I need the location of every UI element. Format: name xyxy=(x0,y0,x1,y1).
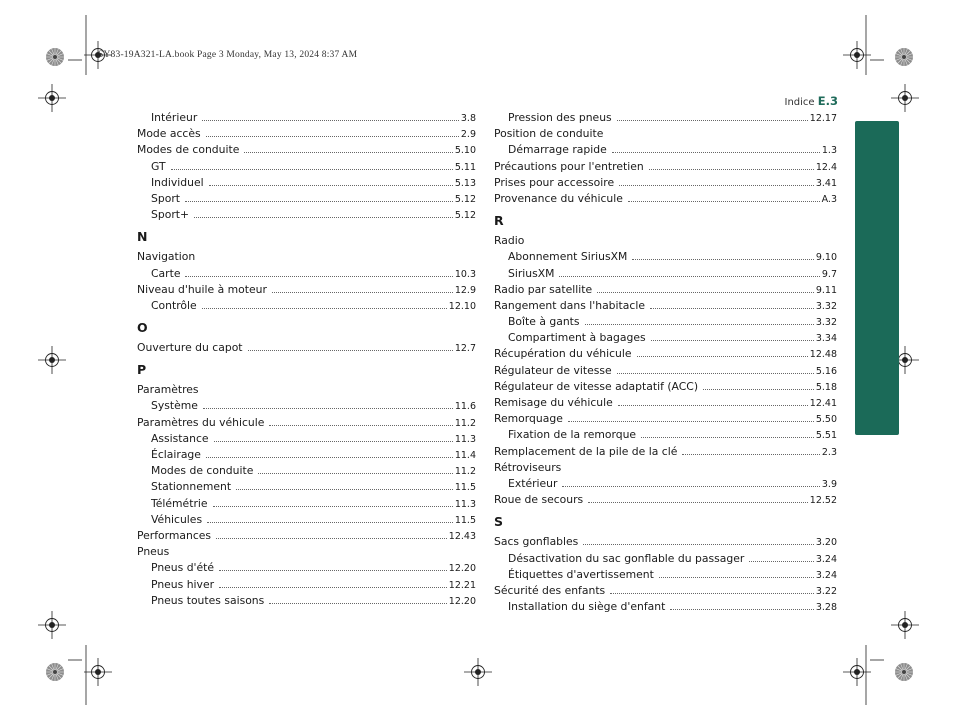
dot-leader xyxy=(202,120,459,121)
entry-text: Stationnement xyxy=(151,480,232,494)
entry-text: Rangement dans l'habitacle xyxy=(494,298,645,312)
dot-leader xyxy=(610,593,814,594)
dot-leader xyxy=(670,609,813,610)
entry-text: Véhicules xyxy=(151,512,203,526)
entry-text: Rétroviseurs xyxy=(494,460,562,474)
index-entry xyxy=(494,444,837,460)
book-file-header: SY83-19A321-LA.book Page 3 Monday, May 13, 2024 8:37 AM xyxy=(98,50,358,60)
target-dot xyxy=(854,669,860,675)
dot-leader xyxy=(617,373,814,374)
page-reference: 5.51 xyxy=(815,430,837,442)
page-reference: 3.41 xyxy=(815,177,837,189)
dot-leader xyxy=(258,473,452,474)
page-reference: A.3 xyxy=(821,193,837,205)
entry-text: Sport xyxy=(151,191,180,205)
entry-text: Remisage du véhicule xyxy=(494,396,613,409)
dot-leader xyxy=(649,169,814,170)
target-dot xyxy=(854,52,860,58)
index-subentry xyxy=(494,567,837,583)
index-entry xyxy=(494,346,837,362)
page-label-text: Indice xyxy=(784,97,818,108)
page-reference: 5.10 xyxy=(454,145,476,157)
dot-leader xyxy=(207,522,453,523)
page-reference: 5.12 xyxy=(454,210,476,222)
page-reference: 3.8 xyxy=(460,113,476,124)
index-subentry xyxy=(494,427,837,443)
index-subentry xyxy=(137,447,476,463)
entry-text: Performances xyxy=(137,528,212,542)
entry-text: Contrôle xyxy=(151,298,197,312)
index-entry xyxy=(494,298,837,314)
page-reference: 11.3 xyxy=(454,433,476,445)
entry-text: Extérieur xyxy=(508,476,558,490)
index-subentry xyxy=(494,110,837,126)
entry-text: Paramètres du véhicule xyxy=(137,415,265,429)
index-subentry xyxy=(137,191,476,207)
index-subentry xyxy=(137,577,476,593)
dot-leader xyxy=(216,538,447,539)
dot-leader xyxy=(619,185,814,186)
page-reference: 12.7 xyxy=(454,343,476,355)
index-entry xyxy=(494,583,837,599)
dot-leader xyxy=(185,276,452,277)
dot-leader xyxy=(269,603,447,604)
page-reference: 12.20 xyxy=(448,595,476,607)
dot-leader xyxy=(219,570,447,571)
dot-leader xyxy=(171,169,453,170)
dot-leader xyxy=(209,185,453,186)
page-reference: 5.18 xyxy=(815,381,837,393)
index-entry xyxy=(137,415,476,431)
entry-text: Installation du siège d'enfant xyxy=(508,600,666,614)
index-subentry xyxy=(494,266,837,282)
entry-text: Individuel xyxy=(151,175,204,189)
dot-leader xyxy=(632,259,814,260)
entry-text: Navigation xyxy=(137,250,196,264)
page-reference: 12.41 xyxy=(809,398,837,409)
page-reference: 11.6 xyxy=(454,401,476,413)
dot-leader xyxy=(272,292,453,293)
entry-text: Roue de secours xyxy=(494,493,584,507)
index-entry xyxy=(494,460,837,476)
page-reference: 5.50 xyxy=(815,414,837,426)
index-entry xyxy=(137,126,476,142)
index-subentry xyxy=(137,593,476,609)
index-entry xyxy=(494,534,837,550)
page-reference: 5.13 xyxy=(454,177,476,189)
dot-leader xyxy=(597,292,814,293)
dot-leader xyxy=(637,356,808,357)
dot-leader xyxy=(641,437,814,438)
entry-text: Modes de conduite xyxy=(137,143,240,157)
dot-leader xyxy=(185,201,453,202)
entry-text: Niveau d'huile à moteur xyxy=(137,282,267,296)
index-entry xyxy=(137,249,476,265)
entry-text: Provenance du véhicule xyxy=(494,191,623,205)
dot-leader xyxy=(248,350,453,351)
entry-text: Étiquettes d'avertissement xyxy=(508,567,654,581)
page-reference: 11.4 xyxy=(454,450,476,461)
index-entry xyxy=(494,395,837,411)
entry-text: SiriusXM xyxy=(508,266,555,280)
page-reference: 3.9 xyxy=(821,478,837,490)
index-subentry xyxy=(137,496,476,512)
target-dot xyxy=(902,357,908,363)
dot-leader xyxy=(236,489,453,490)
entry-text: Ouverture du capot xyxy=(137,341,243,355)
index-subentry xyxy=(137,560,476,576)
entry-text: Télémétrie xyxy=(151,496,208,510)
index-subentry xyxy=(494,330,837,346)
page-reference: 2.3 xyxy=(821,446,837,458)
page-reference: 12.10 xyxy=(448,300,476,312)
entry-text: Modes de conduite xyxy=(151,464,254,478)
page-reference: 9.10 xyxy=(815,252,837,264)
index-subentry xyxy=(137,479,476,495)
dot-leader xyxy=(244,152,452,153)
dot-leader xyxy=(749,561,814,562)
page-reference: 12.9 xyxy=(454,284,476,296)
index-subentry xyxy=(137,512,476,528)
dot-leader xyxy=(612,152,820,153)
entry-text: Compartiment à bagages xyxy=(508,331,646,345)
page-reference: 9.7 xyxy=(821,268,837,280)
dot-leader xyxy=(628,201,820,202)
target-dot xyxy=(95,669,101,675)
page-reference: 12.21 xyxy=(448,579,476,591)
page-reference: 12.43 xyxy=(448,530,476,542)
dot-leader xyxy=(214,441,453,442)
page-reference: 3.24 xyxy=(815,553,837,565)
page-reference: 10.3 xyxy=(454,268,476,280)
index-section-letter: R xyxy=(494,213,504,229)
dot-leader xyxy=(659,577,814,578)
page-reference: 5.16 xyxy=(815,365,837,377)
index-entry xyxy=(494,159,837,175)
entry-text: Récupération du véhicule xyxy=(494,347,632,361)
entry-text: Fixation de la remorque xyxy=(508,428,637,442)
index-column-left xyxy=(137,110,476,609)
entry-text: Système xyxy=(151,399,198,413)
entry-text: Prises pour accessoire xyxy=(494,175,615,189)
dot-leader xyxy=(588,502,808,503)
dot-leader xyxy=(213,506,453,507)
dot-leader xyxy=(194,217,453,218)
page-reference: 5.11 xyxy=(454,161,476,173)
dot-leader xyxy=(219,587,447,588)
page-reference: 3.28 xyxy=(815,602,837,614)
entry-text: GT xyxy=(151,159,166,173)
page-number: E.3 xyxy=(817,94,838,108)
target-dot xyxy=(902,622,908,628)
target-dot xyxy=(902,95,908,101)
chapter-thumb-tab xyxy=(855,121,899,435)
index-entry xyxy=(494,126,837,142)
page-label xyxy=(785,94,838,108)
page-reference: 9.11 xyxy=(815,284,837,296)
page-reference: 3.32 xyxy=(815,317,837,329)
index-entry xyxy=(494,363,837,379)
page-reference: 11.2 xyxy=(454,466,476,478)
dot-leader xyxy=(206,136,459,137)
dot-leader xyxy=(269,425,452,426)
index-subentry xyxy=(137,110,476,126)
dot-leader xyxy=(568,421,814,422)
page-reference: 3.20 xyxy=(815,537,837,549)
target-dot xyxy=(49,95,55,101)
index-subentry xyxy=(137,398,476,414)
entry-text: Intérieur xyxy=(151,111,198,124)
page-reference: 3.22 xyxy=(815,585,837,597)
index-entry xyxy=(137,544,476,560)
index-entry xyxy=(137,282,476,298)
index-section-letter: P xyxy=(137,362,147,378)
entry-text: Régulateur de vitesse adaptatif (ACC) xyxy=(494,379,699,393)
entry-text: Remorquage xyxy=(494,412,563,426)
index-entry xyxy=(494,411,837,427)
entry-text: Carte xyxy=(151,266,181,280)
entry-text: Pneus toutes saisons xyxy=(151,593,265,607)
index-subentry xyxy=(494,249,837,265)
index-entry xyxy=(494,191,837,207)
entry-text: Pression des pneus xyxy=(508,111,612,124)
entry-text: Pneus d'été xyxy=(151,561,215,575)
index-entry xyxy=(494,175,837,191)
page-reference: 3.24 xyxy=(815,569,837,581)
entry-text: Boîte à gants xyxy=(508,315,580,329)
entry-text: Radio xyxy=(494,234,525,248)
entry-text: Remplacement de la pile de la clé xyxy=(494,444,678,458)
index-subentry xyxy=(137,159,476,175)
index-subentry xyxy=(137,207,476,223)
index-subentry xyxy=(137,298,476,314)
page-reference: 11.5 xyxy=(454,482,476,494)
index-entry xyxy=(137,340,476,356)
entry-text: Sport+ xyxy=(151,208,190,222)
index-subentry xyxy=(494,599,837,615)
index-subentry xyxy=(137,266,476,282)
page-reference: 11.2 xyxy=(454,417,476,429)
page-reference: 3.32 xyxy=(815,300,837,312)
entry-text: Précautions pour l'entretien xyxy=(494,159,644,173)
index-entry xyxy=(494,282,837,298)
index-section-letter: N xyxy=(137,229,148,245)
index-subentry xyxy=(494,551,837,567)
page-reference: 11.5 xyxy=(454,514,476,526)
page-reference: 11.3 xyxy=(454,498,476,510)
entry-text: Pneus xyxy=(137,545,170,559)
dot-leader xyxy=(562,486,819,487)
dot-leader xyxy=(617,120,808,121)
index-entry xyxy=(494,379,837,395)
entry-text: Position de conduite xyxy=(494,127,604,141)
index-subentry xyxy=(137,175,476,191)
page-reference: 5.12 xyxy=(454,193,476,205)
dot-leader xyxy=(650,308,814,309)
dot-leader xyxy=(203,408,453,409)
page-reference: 12.48 xyxy=(809,349,837,361)
index-section-letter: S xyxy=(494,514,504,530)
index-section-letter: O xyxy=(137,320,148,336)
dot-leader xyxy=(559,276,819,277)
index-subentry xyxy=(494,476,837,492)
entry-text: Pneus hiver xyxy=(151,577,215,591)
entry-text: Abonnement SiriusXM xyxy=(508,250,628,264)
entry-text: Mode accès xyxy=(137,127,201,141)
entry-text: Sécurité des enfants xyxy=(494,583,606,597)
dot-leader xyxy=(583,544,814,545)
dot-leader xyxy=(703,389,814,390)
entry-text: Démarrage rapide xyxy=(508,143,607,157)
page-reference: 3.34 xyxy=(815,333,837,345)
entry-text: Régulateur de vitesse xyxy=(494,363,612,377)
dot-leader xyxy=(585,324,814,325)
page-reference: 12.17 xyxy=(809,113,837,124)
entry-text: Sacs gonflables xyxy=(494,535,579,549)
target-dot xyxy=(49,622,55,628)
dot-leader xyxy=(651,340,814,341)
index-entry xyxy=(137,382,476,398)
page-reference: 12.4 xyxy=(815,161,837,173)
index-entry xyxy=(494,233,837,249)
entry-text: Assistance xyxy=(151,431,209,445)
index-subentry xyxy=(137,463,476,479)
page-reference: 2.9 xyxy=(460,129,476,141)
dot-leader xyxy=(618,405,808,406)
entry-text: Désactivation du sac gonflable du passager xyxy=(508,551,745,565)
dot-leader xyxy=(206,457,453,458)
target-dot xyxy=(49,357,55,363)
target-dot xyxy=(475,669,481,675)
entry-text: Éclairage xyxy=(151,448,201,461)
entry-text: Radio par satellite xyxy=(494,282,593,296)
dot-leader xyxy=(682,454,820,455)
index-entry xyxy=(137,528,476,544)
index-column-right xyxy=(494,110,837,615)
entry-text: Paramètres xyxy=(137,383,199,397)
dot-leader xyxy=(202,308,447,309)
index-subentry xyxy=(137,431,476,447)
page-reference: 12.52 xyxy=(809,495,837,507)
index-entry xyxy=(494,492,837,508)
index-subentry xyxy=(494,314,837,330)
index-subentry xyxy=(494,142,837,158)
page-reference: 1.3 xyxy=(821,145,837,157)
index-entry xyxy=(137,142,476,158)
page-reference: 12.20 xyxy=(448,563,476,575)
